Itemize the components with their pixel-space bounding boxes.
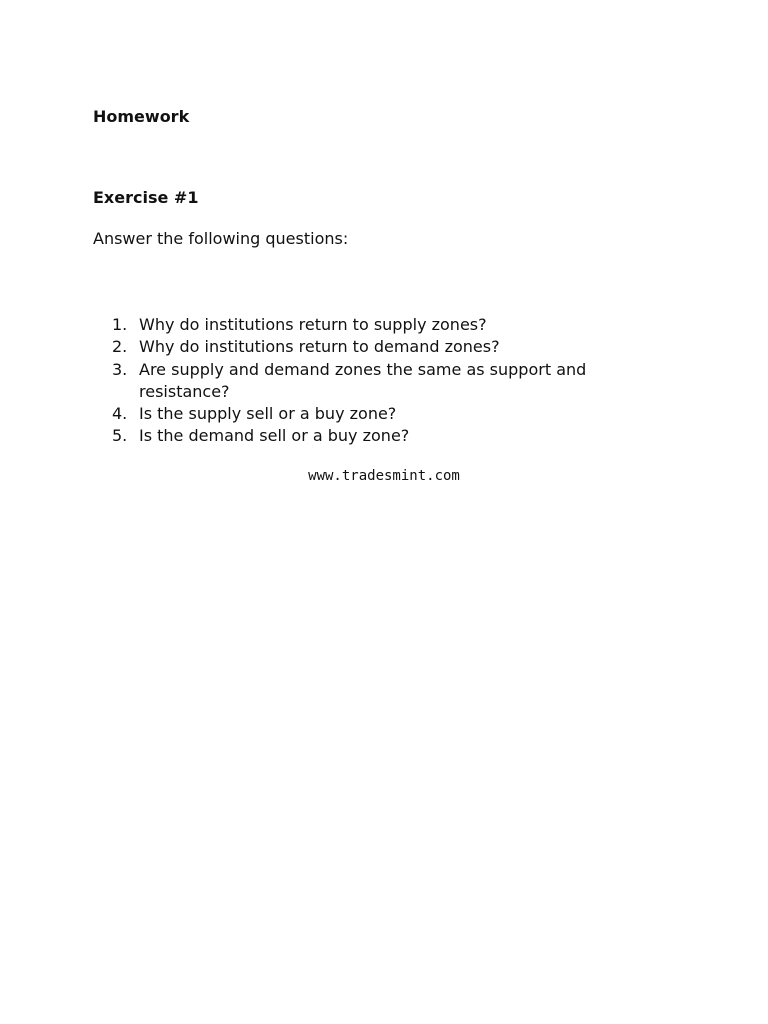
question-text: Is the supply sell or a buy zone? <box>139 404 397 424</box>
question-number: 5. <box>112 426 128 446</box>
document-title: Homework <box>93 107 190 126</box>
question-number: 3. <box>112 359 128 379</box>
question-item <box>112 425 612 447</box>
question-number: 2. <box>112 337 128 357</box>
question-item <box>112 359 612 404</box>
question-number: 4. <box>112 404 128 424</box>
exercise-heading: Exercise #1 <box>93 188 199 207</box>
instructions-text: Answer the following questions: <box>93 229 349 248</box>
question-item <box>112 314 612 336</box>
question-number: 1. <box>112 315 128 334</box>
question-text: Why do institutions return to supply zones? <box>139 315 487 334</box>
question-text: Why do institutions return to demand zones? <box>139 337 500 357</box>
website-link[interactable]: www.tradesmint.com <box>308 468 460 484</box>
question-text: Are supply and demand zones the same as support and resistance? <box>139 359 587 401</box>
question-item <box>112 403 612 425</box>
question-text: Is the demand sell or a buy zone? <box>139 426 410 446</box>
question-item <box>112 336 612 358</box>
questions-list <box>112 314 612 448</box>
